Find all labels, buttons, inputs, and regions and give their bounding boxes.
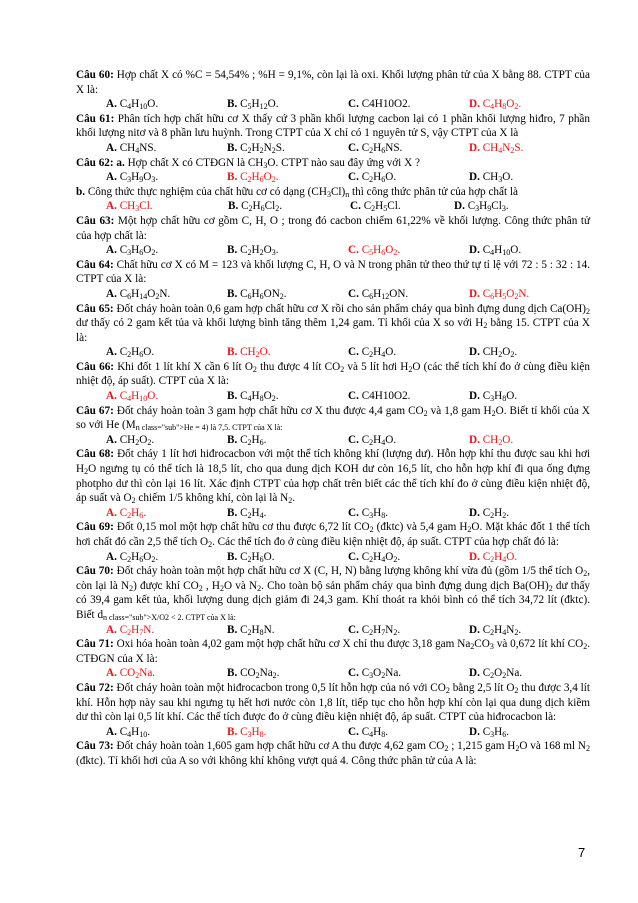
option-value: $C_4H_{10}$. [116, 725, 151, 739]
option-letter: C. [348, 550, 359, 563]
answer-option [227, 666, 348, 681]
question-body: Đốt cháy hoàn toàn 3 gam hợp chất hữu cơ X thu được 4,4 gam $CO_2$ và 1,8 gam $H_2O$. Biết tỉ khối của X so với He ($M_{n class="sub">He = 4) là 7,5. CTPT của X là:}$ [76, 404, 590, 433]
question-text [76, 564, 590, 622]
option-letter: C. [348, 623, 359, 636]
option-letter: A. [106, 725, 117, 738]
answer-option [348, 170, 469, 185]
option-value: $C_2O_2Na$. [479, 667, 523, 681]
option-letter: B. [227, 171, 238, 184]
answer-options [106, 141, 590, 156]
option-value: $C_3O_2Na$. [358, 667, 402, 681]
answer-option [469, 97, 590, 112]
question-text [76, 739, 590, 768]
answer-option [348, 623, 469, 638]
question-block [76, 258, 590, 302]
option-letter: C. [348, 725, 359, 738]
answer-option [106, 170, 227, 185]
option-letter: C. [348, 390, 359, 403]
question-label: Câu 61: [76, 112, 115, 125]
question-body: a. Hợp chất X có CTĐGN là $CH_3O$. CTPT nào sau đây ứng với X ? [116, 156, 420, 170]
option-value: $C_6H_6ON_2$. [237, 287, 287, 301]
answer-option [227, 433, 348, 448]
question-text [76, 360, 590, 389]
option-letter: B. [227, 623, 238, 636]
answer-option [106, 623, 227, 638]
option-value: $C_4H_8O_2$. [237, 390, 279, 404]
answer-option [348, 550, 469, 565]
question-text [76, 258, 590, 287]
question-label: Câu 72: [76, 681, 114, 694]
question-block [76, 520, 590, 564]
question-block [76, 360, 590, 404]
answer-option [469, 506, 590, 521]
question-label: Câu 71: [76, 638, 114, 651]
question-label: Câu 63: [76, 214, 115, 227]
option-value: $C_2H_4O$. [358, 433, 397, 447]
option-value: C4H10O2. [358, 390, 411, 403]
page-number: 7 [578, 845, 586, 860]
answer-option [469, 345, 590, 360]
answer-option [227, 97, 348, 112]
answer-option [348, 389, 469, 404]
answer-option [348, 97, 469, 112]
option-letter: C. [348, 244, 359, 257]
question-body: Phân tích hợp chất hữu cơ X thấy cứ 3 phần khối lượng cacbon lại có 1 phần khối lượng hiđro, 7 phần khối lượng nitơ và 8 phần lưu huỳnh. Trong CTPT của X chỉ có 1 nguyên tử S, vậy CTPT của X là [76, 112, 590, 140]
answer-option [469, 141, 590, 156]
answer-option [469, 623, 590, 638]
answer-option [469, 287, 590, 302]
option-value: $C_3H_6O_2$. [116, 244, 159, 258]
question-block [76, 302, 590, 360]
answer-option [106, 141, 227, 156]
answer-option [106, 243, 227, 258]
option-value: $C_3H_9Cl_3$. [464, 200, 509, 214]
question-text [76, 404, 590, 433]
question-block [76, 214, 590, 258]
answer-option [469, 433, 590, 448]
option-value: $C_2H_2$. [479, 506, 510, 520]
option-letter: C. [348, 506, 359, 519]
option-value: $CH_4NS$. [116, 141, 157, 155]
option-value: $C_2H_6O$. [116, 346, 155, 360]
option-value: $C_2H_7N_2$. [358, 623, 401, 637]
option-value: $C_2H_6O$. [358, 171, 397, 185]
answer-option [227, 287, 348, 302]
question-block [76, 681, 590, 739]
question-label: Câu 70: [76, 565, 114, 578]
question-block [76, 447, 590, 520]
question-body: Một hợp chất hữu cơ gồm C, H, O ; trong đó cacbon chiếm 61,22% về khối lượng. Công thức phân tử của hợp chất là: [76, 214, 591, 242]
option-value: $C_2H_5Cl$. [360, 200, 401, 214]
option-value: $C_5H_{12}O$. [237, 98, 279, 112]
option-letter: B. [228, 200, 239, 213]
answer-options [106, 345, 590, 360]
option-letter: C. [348, 171, 359, 184]
option-letter: A. [106, 390, 117, 403]
option-value: $CH_2O_2$. [479, 346, 518, 360]
answer-options [106, 623, 590, 638]
question-text [76, 68, 590, 97]
question-label: Câu 68: [76, 448, 114, 461]
option-letter: D. [469, 623, 480, 636]
option-letter: A. [106, 623, 117, 636]
answer-option [348, 345, 469, 360]
answer-option [469, 389, 590, 404]
option-value: $CH_2O$. [237, 346, 271, 360]
option-letter: D. [469, 141, 480, 154]
option-value: $C_4H_8$. [358, 725, 389, 739]
answer-option [348, 287, 469, 302]
option-letter: A. [106, 550, 117, 563]
option-letter: B. [227, 287, 238, 300]
option-value: $C_2H_6O_2$. [116, 550, 159, 564]
question-body: Đốt cháy hoàn toàn 1,605 gam hợp chất hữu cơ A thu được 4,62 gam $CO_2$ ; 1,215 gam $H_2O$ và 168 ml $N_2$ (đktc). Tỉ khối hơi của A so với không khí không vượt quá 4. Công thức phân tử của A là: [76, 740, 591, 767]
answer-option [106, 666, 227, 681]
option-value: $C_2H_4$. [237, 506, 267, 520]
option-letter: A. [106, 244, 117, 257]
question-body: Đốt cháy hoàn toàn một hiđrocacbon trong 0,5 lít hỗn hợp của nó với $CO_2$ bằng 2,5 lít $O_2$ thu được 3,4 lít khí. Hỗn hợp này sau khi ngưng tụ hết hơi nước còn 1,8 lít, tiếp tục cho hỗn hợp khí còn lại qua dung dịch kiềm dư thì còn lại 0,5 lít khí. Các thể tích được đo ở cùng điều kiện nhiệt độ, áp suất. CTPT của hiđrocacbon là: [76, 681, 590, 724]
option-value: $C_2H_6O_2$. [237, 171, 279, 185]
answer-option [227, 141, 348, 156]
answer-options [106, 725, 590, 740]
answer-option [348, 666, 469, 681]
question-text [76, 637, 590, 666]
option-value: $C_6H_5O_2N$. [479, 287, 530, 301]
answer-option [348, 141, 469, 156]
answer-option [106, 725, 227, 740]
question-text [76, 302, 590, 346]
answer-options [106, 506, 590, 521]
option-value: $C_3H_6$. [479, 725, 510, 739]
option-value: $C_2H_6NS$. [358, 141, 403, 155]
question-text [76, 520, 590, 549]
answer-option [227, 345, 348, 360]
answer-option [454, 199, 576, 214]
answer-options [106, 97, 590, 112]
option-letter: A. [106, 287, 117, 300]
document-page [76, 68, 590, 769]
option-letter: C. [348, 346, 359, 359]
answer-options [106, 550, 590, 565]
answer-option [106, 345, 227, 360]
answer-option [106, 550, 227, 565]
answer-options [106, 170, 590, 185]
answer-option [106, 433, 227, 448]
option-value: $CH_3Cl$. [116, 200, 153, 214]
option-letter: A. [106, 98, 117, 111]
answer-option [227, 243, 348, 258]
option-letter: D. [469, 171, 480, 184]
answer-option [228, 199, 350, 214]
option-value: $C_6H_{14}O_2N$. [116, 287, 171, 301]
option-value: $CH_2O_2$. [116, 433, 155, 447]
question-label: Câu 64: [76, 258, 114, 271]
question-label: Câu 66: [76, 360, 115, 373]
question-block [76, 68, 590, 112]
answer-option [227, 506, 348, 521]
answer-option [106, 287, 227, 302]
question-block [76, 564, 590, 637]
option-value: $C_4H_{10}O$. [479, 244, 522, 258]
question-block [76, 156, 590, 214]
option-value: $C_2H_7N$. [116, 623, 155, 637]
question-text [76, 681, 590, 725]
option-letter: B. [227, 244, 238, 257]
answer-option [348, 506, 469, 521]
answer-option [106, 506, 227, 521]
answer-options [106, 666, 590, 681]
option-value: $C_2H_6$. [237, 433, 267, 447]
answer-option [469, 666, 590, 681]
question-body: Khi đốt 1 lít khí X cần 6 lít $O_2$ thu được 4 lít $CO_2$ và 5 lít hơi $H_2O$ (các thể tích khí đo ở cùng điều kiện nhiệt độ, áp suất). CTPT của X là: [76, 360, 590, 388]
option-letter: C. [348, 433, 359, 446]
answer-option [350, 199, 454, 214]
option-value: $C_2H_2N_2S$. [237, 141, 285, 155]
option-letter: B. [227, 390, 238, 403]
option-value: $C_4H_{10}O$. [116, 98, 159, 112]
answer-option [106, 97, 227, 112]
option-value: $C_6H_{12}ON$. [358, 287, 409, 301]
option-value: $C_5H_6O_2$. [358, 244, 401, 258]
option-letter: B. [227, 550, 238, 563]
answer-options [106, 287, 590, 302]
answer-option [348, 725, 469, 740]
answer-options [106, 243, 590, 258]
option-letter: D. [469, 244, 480, 257]
option-value: $C_4H_{10}O$. [116, 390, 159, 404]
option-letter: D. [469, 433, 480, 446]
question-label: Câu 62: [76, 156, 114, 169]
option-value: $C_2H_4O$. [358, 346, 397, 360]
question-text [76, 447, 590, 505]
option-value: $C_2H_2O_3$. [237, 244, 279, 258]
option-letter: D. [469, 550, 480, 563]
option-letter: D. [469, 390, 480, 403]
option-letter: B. [227, 667, 238, 680]
answer-option [469, 725, 590, 740]
option-letter: C. [348, 141, 359, 154]
option-value: $C_2H_4O_2$. [358, 550, 401, 564]
answer-option [227, 170, 348, 185]
option-value: $CO_2Na_2$. [237, 667, 280, 681]
option-value: $CH_3O$. [479, 171, 514, 185]
option-letter: A. [106, 200, 117, 213]
option-letter: A. [106, 141, 117, 154]
option-letter: C. [350, 200, 361, 213]
option-letter: C. [348, 98, 359, 111]
question-text [76, 214, 590, 243]
option-letter: B. [227, 725, 238, 738]
option-value: $C_2H_4N_2$. [479, 623, 522, 637]
option-letter: B. [227, 98, 238, 111]
question-block [76, 739, 590, 768]
option-letter: B. [227, 141, 238, 154]
option-letter: B. [227, 433, 238, 446]
question-part-b: b. Công thức thực nghiệm của chất hữu cơ có dạng $(CH_3Cl)_n$ thì công thức phân tử của hợp chất là [76, 185, 518, 199]
answer-option [227, 550, 348, 565]
answer-option [348, 433, 469, 448]
answer-options [106, 199, 590, 214]
option-value: $C_2H_8N$. [237, 623, 275, 637]
option-letter: A. [106, 433, 117, 446]
option-value: $CH_2O$. [479, 433, 514, 447]
option-letter: B. [227, 346, 238, 359]
question-body: Đốt 0,15 mol một hợp chất hữu cơ thu được 6,72 lít $CO_2$ (đktc) và 5,4 gam $H_2O$. Mặt khác đốt 1 thể tích hơi chất đó cần 2,5 thể tích $O_2$. Các thể tích đo ở cùng điều kiện nhiệt độ, áp suất. CTPT của hợp chất đó là: [76, 521, 590, 549]
question-block [76, 404, 590, 448]
option-value: $C_2H_6$. [116, 506, 147, 520]
answer-option [348, 243, 469, 258]
option-value: $CO_2Na$. [116, 667, 156, 681]
option-letter: C. [348, 287, 359, 300]
option-value: $C_3H_8$. [237, 725, 267, 739]
option-letter: D. [469, 346, 480, 359]
question-body: Hợp chất X có %C = 54,54% ; %H = 9,1%, còn lại là oxi. Khối lượng phân tử của X bằng 88. CTPT của X là: [76, 69, 590, 96]
option-letter: D. [469, 667, 480, 680]
answer-option [227, 725, 348, 740]
question-label: Câu 69: [76, 521, 114, 534]
question-label: Câu 65: [76, 302, 114, 315]
answer-option [227, 389, 348, 404]
option-letter: B. [227, 506, 238, 519]
option-value: $C_2H_4O$. [479, 550, 518, 564]
question-label: Câu 60: [76, 69, 114, 81]
answer-option [227, 623, 348, 638]
option-letter: A. [106, 506, 117, 519]
option-value: C4H10O2. [358, 98, 411, 111]
question-text [76, 156, 590, 171]
option-letter: A. [106, 346, 117, 359]
option-value: $C_3H_8O$. [479, 390, 518, 404]
question-body: Đốt cháy hoàn toàn một hợp chất hữu cơ X (C, H, N) bằng lượng không khí vừa đủ (gồm 1/5 thể tích $O_2$, còn lại là $N_2$) được khí $CO_2$ , $H_2O$ và $N_2$. Cho toàn bộ sản phẩm cháy qua bình đựng dung dịch $Ba(OH)_2$ dư thấy có 39,4 gam kết tủa, khối lượng dung dịch giảm đi 24,3 gam. Khí thoát ra khỏi bình có thể tích 34,72 lít (đktc). Biết $d_{n class="sub">X/O2 < 2. CTPT của X là:}$ [76, 565, 591, 622]
question-label: Câu 67: [76, 404, 114, 417]
question-body: Đốt cháy 1 lít hơi hiđrocacbon với một thể tích không khí (lượng dư). Hỗn hợp khí thu được sau khi hơi $H_2O$ ngưng tụ có thể tích là 18,5 lít, cho qua dung dịch KOH dư còn 16,5 lít, cho hỗn hợp khí đi qua ống đựng photpho dư thì còn lại 16 lít. Xác định CTPT của hợp chất trên biết các thể tích khí đo ở cùng điều kiện nhiệt độ, áp suất và $O_2$ chiếm 1/5 không khí, còn lại là $N_2$. [76, 448, 590, 506]
answer-option [469, 170, 590, 185]
option-letter: D. [469, 725, 480, 738]
answer-option [106, 199, 228, 214]
answer-option [106, 389, 227, 404]
option-value: $C_2H_6Cl_2$. [238, 200, 282, 214]
option-letter: D. [469, 506, 480, 519]
question-body: Chất hữu cơ X có M = 123 và khối lượng C, H, O và N trong phân tử theo thứ tự tỉ lệ với 72 : 5 : 32 : 14. CTPT của X là: [76, 258, 591, 286]
option-letter: A. [106, 171, 117, 184]
option-letter: D. [469, 287, 480, 300]
option-value: $C_3H_9O_3$. [116, 171, 159, 185]
option-value: $C_2H_6O$. [237, 550, 275, 564]
question-label: Câu 73: [76, 740, 114, 753]
answer-options [106, 389, 590, 404]
option-letter: C. [348, 667, 359, 680]
option-letter: D. [469, 98, 480, 111]
option-value: $C_4H_8O_2$. [479, 98, 522, 112]
option-letter: D. [454, 200, 465, 213]
option-value: $C_3H_8$. [358, 506, 389, 520]
question-list [76, 68, 590, 769]
question-text [76, 112, 590, 141]
answer-option [469, 550, 590, 565]
question-block [76, 637, 590, 681]
question-block [76, 112, 590, 156]
option-value: $CH_4N_2S$. [479, 141, 524, 155]
answer-options [106, 433, 590, 448]
answer-option [469, 243, 590, 258]
question-body: Đốt cháy hoàn toàn 0,6 gam hợp chất hữu cơ X rồi cho sản phẩm cháy qua bình đựng dung dịch $Ca(OH)_2$ dư thấy có 2 gam kết tủa và khối lượng bình tăng thêm 1,24 gam. Tỉ khối của X so với $H_2$ bằng 15. CTPT của X là: [76, 302, 590, 344]
option-letter: A. [106, 667, 117, 680]
question-body: Oxi hóa hoàn toàn 4,02 gam một hợp chất hữu cơ X chỉ thu được 3,18 gam $Na_2CO_3$ và 0,672 lít khí $CO_2$. CTĐGN của X là: [76, 638, 590, 665]
